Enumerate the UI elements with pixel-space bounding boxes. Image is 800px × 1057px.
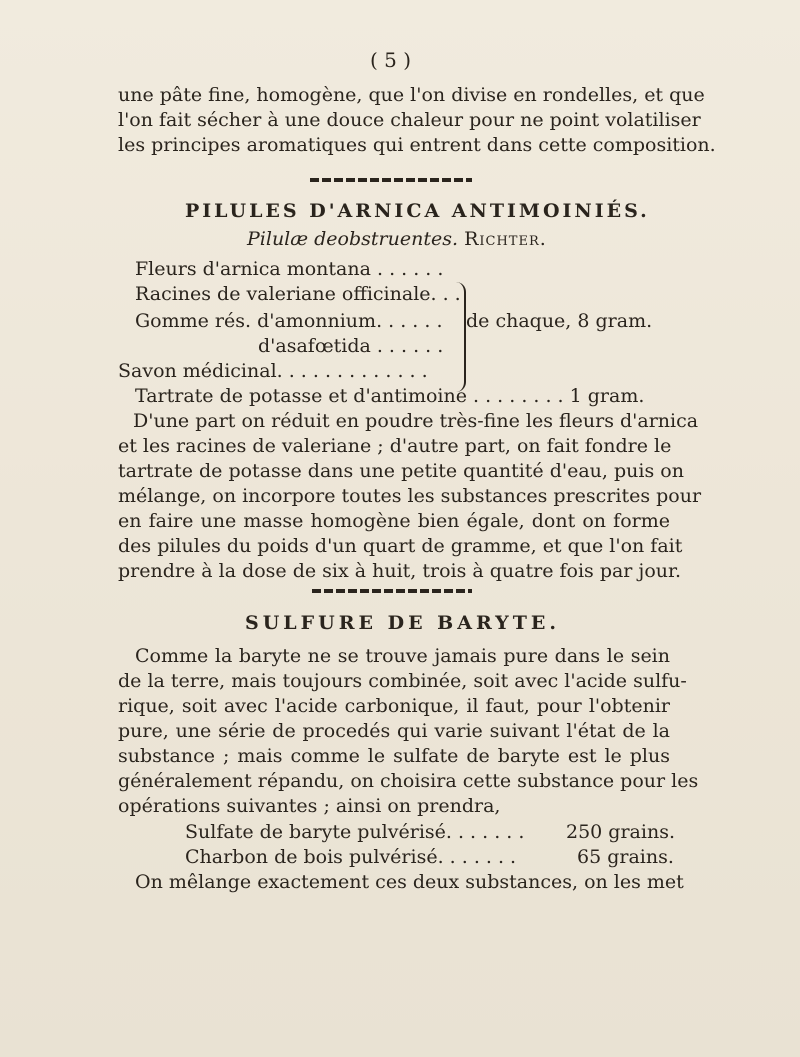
text-line: et les racines de valeriane ; d'autre part, on fait fondre le: [118, 435, 672, 457]
text-line: généralement répandu, on choisira cette substance pour les: [118, 770, 699, 792]
text-line: On mêlange exactement ces deux substances, on les met: [135, 871, 684, 893]
ingredient-line: Savon médicinal. . . . . . . . . . . . .: [118, 360, 428, 382]
text-line: substance ; mais comme le sulfate de baryte est le plus: [118, 745, 670, 767]
text-line: des pilules du poids d'un quart de gramme, et que l'on fait: [118, 535, 683, 557]
text-line: Comme la baryte ne se trouve jamais pure dans le sein: [135, 645, 670, 667]
reagent-quantity: 250 grains.: [566, 821, 675, 843]
text-line: en faire une masse homogène bien égale, dont on forme: [118, 510, 670, 532]
text-line: mélange, on incorpore toutes les substances prescrites pour: [118, 485, 702, 507]
text-line: tartrate de potasse dans une petite quantité d'eau, puis on: [118, 460, 684, 482]
text-line: une pâte fine, homogène, que l'on divise en rondelles, et que: [118, 84, 705, 106]
ingredient-line: Racines de valeriane officinale. . .: [135, 283, 461, 305]
reagent-name: Sulfate de baryte pulvérisé. . . . . . .: [185, 821, 525, 843]
ingredient-line: Gomme rés. d'amonnium. . . . . .: [135, 310, 443, 332]
section-title: SULFURE DE BARYTE.: [245, 612, 560, 634]
text-line: de la terre, mais toujours combinée, soit avec l'acide sulfu-: [118, 670, 687, 692]
ingredient-line: Tartrate de potasse et d'antimoine . . . . . . . . 1 gram.: [135, 385, 645, 407]
text-line: D'une part on réduit en poudre très-fine les fleurs d'arnica: [133, 410, 699, 432]
dose-each: de chaque, 8 gram.: [466, 310, 653, 332]
text-line: prendre à la dose de six à huit, trois à quatre fois par jour.: [118, 560, 682, 582]
section-title: PILULES D'ARNICA ANTIMOINIÉS.: [185, 200, 650, 222]
text-line: opérations suivantes ; ainsi on prendra,: [118, 795, 501, 817]
reagent-quantity: 65 grains.: [577, 846, 674, 868]
subtitle-author: Richter.: [464, 228, 547, 250]
text-line: pure, une série de procedés qui varie suivant l'état de la: [118, 720, 670, 742]
text-line: l'on fait sécher à une douce chaleur pour ne point volatiliser: [118, 109, 701, 131]
ingredient-line: d'asafœtida . . . . . .: [258, 335, 444, 357]
page-number: ( 5 ): [370, 48, 412, 72]
ingredient-line: Fleurs d'arnica montana . . . . . .: [135, 258, 444, 280]
brace-bracket: [452, 282, 466, 392]
ornamental-divider: [312, 589, 472, 593]
reagent-name: Charbon de bois pulvérisé. . . . . . .: [185, 846, 517, 868]
ornamental-divider: [310, 178, 472, 182]
subtitle-latin: Pilulæ deobstruentes.: [247, 228, 459, 250]
text-line: les principes aromatiques qui entrent dans cette composition.: [118, 134, 716, 156]
text-line: rique, soit avec l'acide carbonique, il faut, pour l'obtenir: [118, 695, 670, 717]
section-subtitle: [247, 227, 547, 251]
